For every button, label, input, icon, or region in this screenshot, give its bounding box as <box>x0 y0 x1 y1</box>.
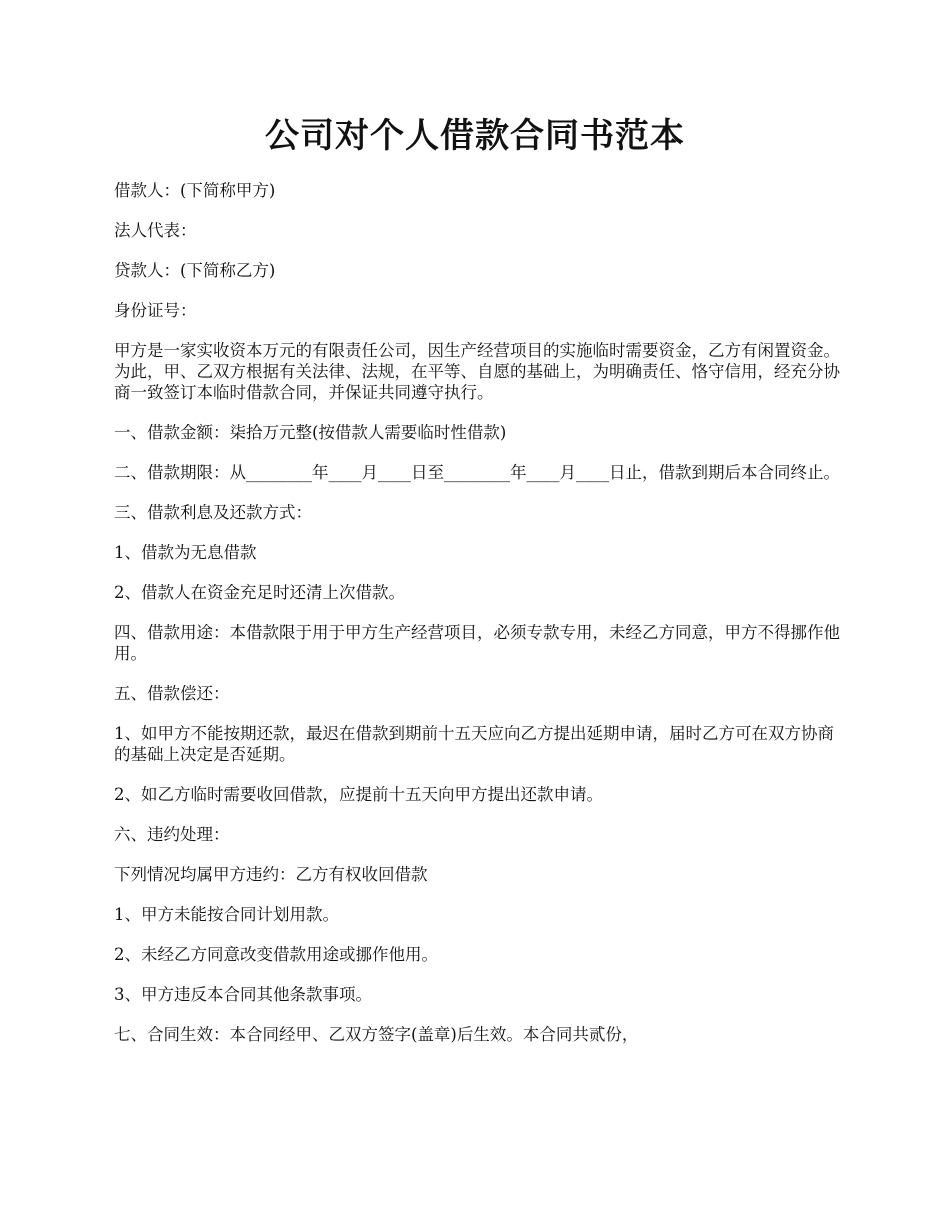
clause-loan-term: 二、借款期限：从________年____月____日至________年____月____日止，借款到期后本合同终止。 <box>114 463 840 482</box>
document-title: 公司对个人借款合同书范本 <box>265 116 685 156</box>
clause-breach-item-2: 2、未经乙方同意改变借款用途或挪作他用。 <box>114 945 438 964</box>
clause-interest-item-1: 1、借款为无息借款 <box>114 543 257 562</box>
clause-effectiveness: 七、合同生效：本合同经甲、乙双方签字(盖章)后生效。本合同共贰份， <box>114 1025 639 1044</box>
clause-loan-purpose: 四、借款用途：本借款限于用于甲方生产经营项目，必须专款专用，未经乙方同意，甲方不得挪作他用。 <box>114 623 840 663</box>
clause-breach-intro: 下列情况均属甲方违约：乙方有权收回借款 <box>114 865 428 884</box>
clause-repayment-heading: 五、借款偿还： <box>114 684 230 703</box>
clause-loan-amount: 一、借款金额：柒拾万元整(按借款人需要临时性借款) <box>114 423 507 442</box>
borrower-line: 借款人：(下简称甲方) <box>114 181 276 200</box>
clause-interest-heading: 三、借款利息及还款方式： <box>114 503 312 522</box>
legal-representative-line: 法人代表： <box>114 221 197 240</box>
clause-breach-heading: 六、违约处理： <box>114 825 230 844</box>
clause-repayment-item-1: 1、如甲方不能按期还款，最迟在借款到期前十五天应向乙方提出延期申请，届时乙方可在双方协商的基础上决定是否延期。 <box>114 724 834 764</box>
clause-interest-item-2: 2、借款人在资金充足时还清上次借款。 <box>114 583 405 602</box>
clause-repayment-item-2: 2、如乙方临时需要收回借款，应提前十五天向甲方提出还款申请。 <box>114 785 603 804</box>
clause-breach-item-3: 3、甲方违反本合同其他条款事项。 <box>114 985 372 1004</box>
lender-line: 贷款人：(下简称乙方) <box>114 261 276 280</box>
document-body <box>114 180 850 1064</box>
clause-breach-item-1: 1、甲方未能按合同计划用款。 <box>114 905 339 924</box>
preamble-paragraph: 甲方是一家实收资本万元的有限责任公司，因生产经营项目的实施临时需要资金，乙方有闲置资金。为此，甲、乙双方根据有关法律、法规，在平等、自愿的基础上，为明确责任、恪守信用，经充分协商一致签订本临时借款合同，并保证共同遵守执行。 <box>114 341 840 402</box>
id-number-line: 身份证号： <box>114 301 197 320</box>
